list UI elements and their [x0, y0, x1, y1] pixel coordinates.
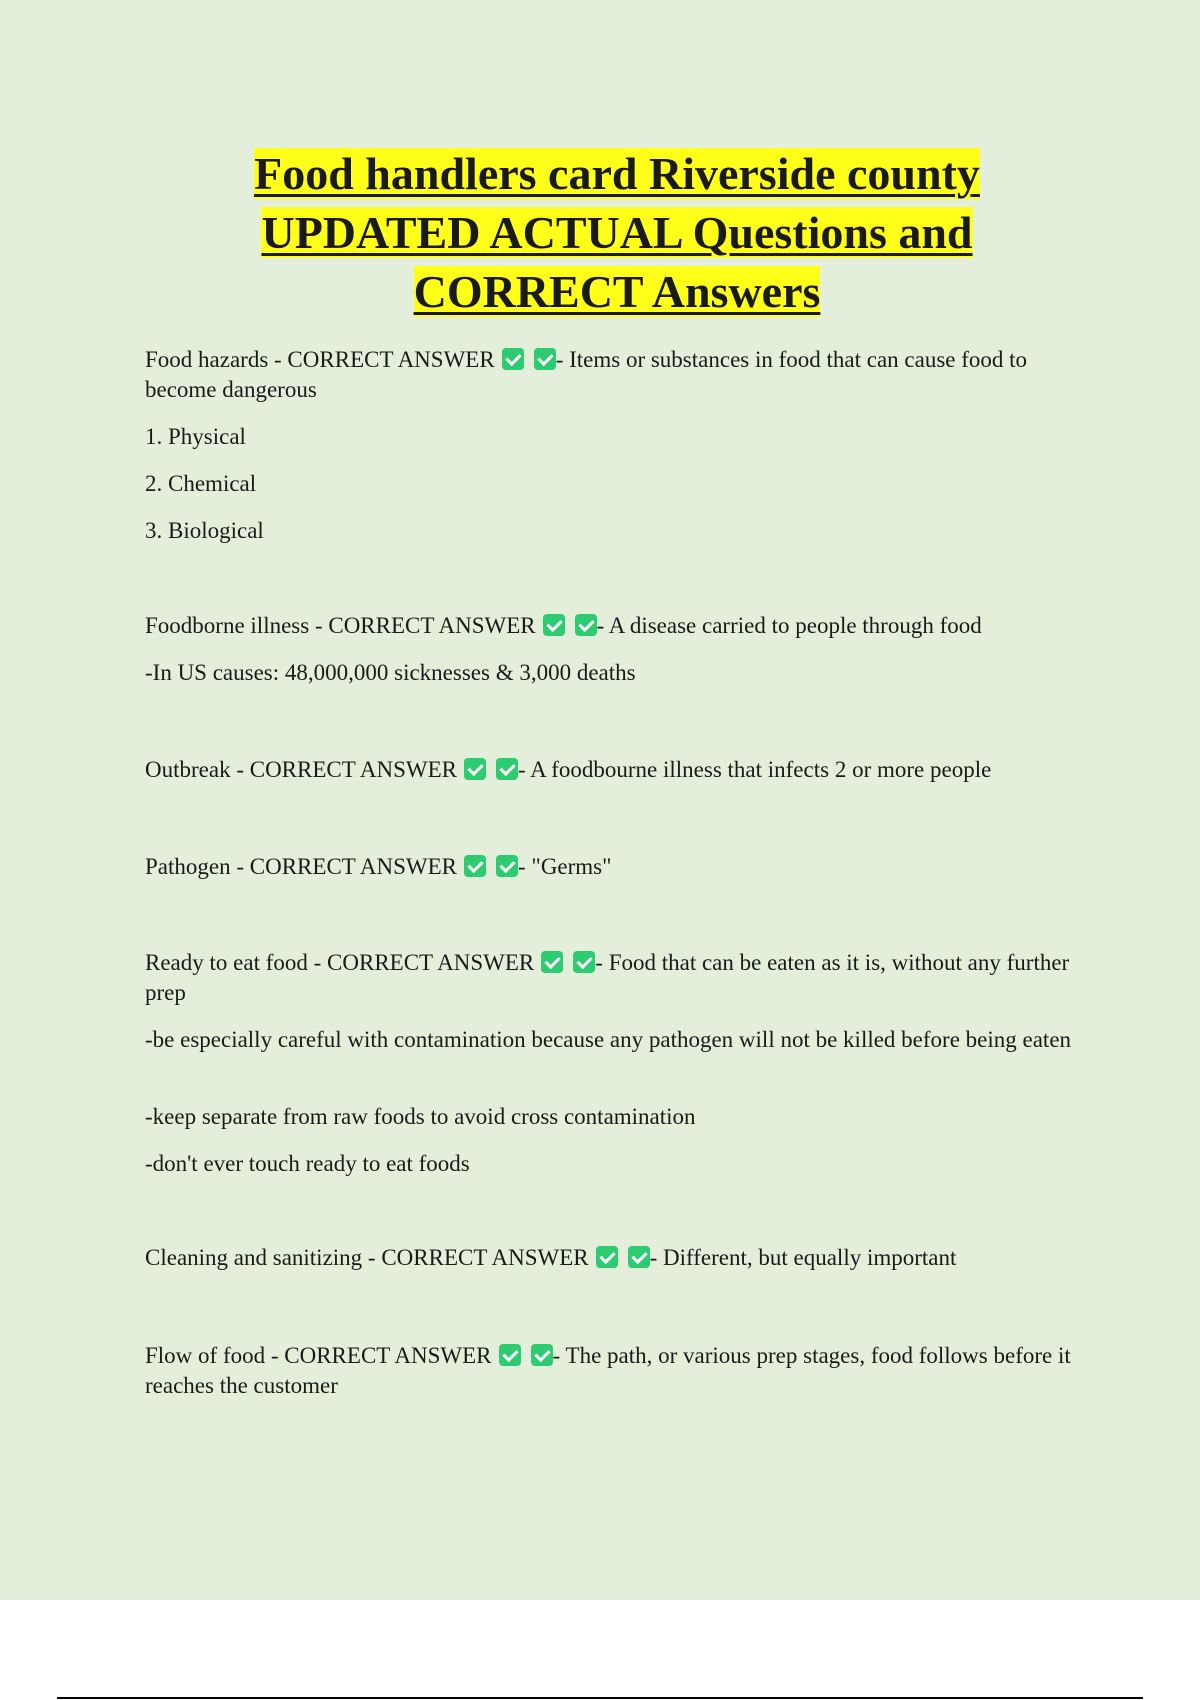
- check-mark-button-icon: [464, 758, 486, 780]
- entry-definition: - The path, or various prep stages, food follows before it reaches the customer: [145, 1343, 1071, 1398]
- check-mark-button-icon: [496, 758, 518, 780]
- note-line: -don't ever touch ready to eat foods: [145, 1151, 470, 1176]
- check-mark-button-icon: [543, 614, 565, 636]
- check-mark-button-icon: [499, 1344, 521, 1366]
- note-line: -keep separate from raw foods to avoid cross contamination: [145, 1104, 696, 1129]
- entry-definition: - Items or substances in food that can cause food to become dangerous: [145, 347, 1028, 402]
- check-mark-button-icon: [464, 855, 486, 877]
- title-line-2: UPDATED ACTUAL Questions and: [261, 207, 973, 258]
- entry-pathogen: [145, 852, 1090, 882]
- title-line-3: CORRECT Answers: [413, 266, 821, 317]
- check-mark-button-icon: [596, 1246, 618, 1268]
- list-item: 2. Chemical: [145, 471, 257, 496]
- entry-flow-of-food: [145, 1341, 1090, 1401]
- list-item: 3. Biological: [145, 518, 264, 543]
- entry-ready-to-eat-food: [145, 948, 1090, 1008]
- entry-definition: - A foodbourne illness that infects 2 or more people: [517, 757, 992, 782]
- entry-definition: - Different, but equally important: [649, 1245, 957, 1270]
- entry-term: Food hazards - CORRECT ANSWER: [145, 347, 495, 372]
- entry-cleaning-and-sanitizing: [145, 1243, 1090, 1273]
- note-line: -In US causes: 48,000,000 sicknesses & 3,000 deaths: [145, 660, 636, 685]
- check-mark-button-icon: [573, 951, 595, 973]
- document-title: [145, 144, 1089, 321]
- entry-food-hazards: [145, 345, 1090, 405]
- check-mark-button-icon: [534, 348, 556, 370]
- check-mark-button-icon: [628, 1246, 650, 1268]
- footer-divider: [57, 1697, 1143, 1699]
- check-mark-button-icon: [496, 855, 518, 877]
- entry-term: Foodborne illness - CORRECT ANSWER: [145, 613, 536, 638]
- note-line: -be especially careful with contamination because any pathogen will not be killed before being eaten: [145, 1027, 1072, 1052]
- entry-term: Cleaning and sanitizing - CORRECT ANSWER: [145, 1245, 589, 1270]
- entry-outbreak: [145, 755, 1090, 785]
- entry-definition: - Food that can be eaten as it is, without any further prep: [145, 950, 1070, 1005]
- entry-term: Flow of food - CORRECT ANSWER: [145, 1343, 492, 1368]
- entry-foodborne-illness: [145, 611, 1090, 641]
- check-mark-button-icon: [531, 1344, 553, 1366]
- entry-term: Ready to eat food - CORRECT ANSWER: [145, 950, 535, 975]
- entry-term: Outbreak - CORRECT ANSWER: [145, 757, 457, 782]
- list-item: 1. Physical: [145, 424, 246, 449]
- check-mark-button-icon: [575, 614, 597, 636]
- entry-term: Pathogen - CORRECT ANSWER: [145, 854, 458, 879]
- entry-definition: - A disease carried to people through food: [596, 613, 982, 638]
- check-mark-button-icon: [541, 951, 563, 973]
- check-mark-button-icon: [502, 348, 524, 370]
- title-line-1: Food handlers card Riverside county: [254, 148, 980, 199]
- entry-definition: - "Germs": [518, 854, 612, 879]
